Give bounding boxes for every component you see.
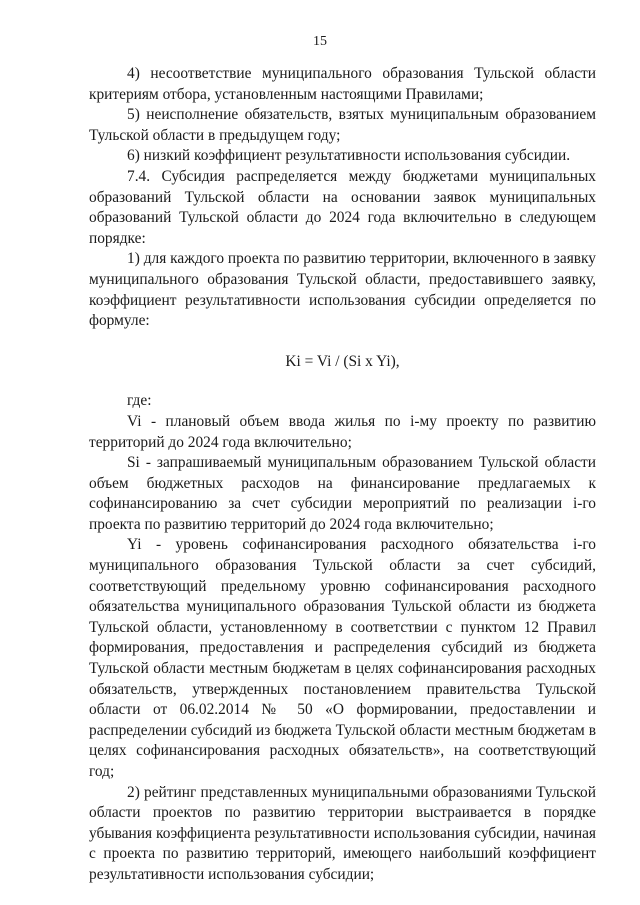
section-7-4: 7.4. Субсидия распределяется между бюджетами муниципальных образований Тульской области на основании заявок муниципальных образований Тульской области до 2024 года включительно в следующем порядке: — [89, 167, 596, 247]
document-body — [89, 64, 596, 886]
where-label: где: — [127, 392, 152, 410]
definition-si: Si - запрашиваемый муниципальным образованием Тульской области объем бюджетных расходов на финансирование предлагаемых к софинансированию за счет субсидии мероприятий по реализации i-го проекта по развитию территорий до 2024 года включительно; — [89, 454, 596, 533]
formula: Ki = Vi / (Si x Yi), — [285, 352, 400, 370]
item-5: 5) неисполнение обязательств, взятых муниципальным образованием Тульской области в предыдущем году; — [89, 106, 596, 144]
subitem-1: 1) для каждого проекта по развитию территории, включенного в заявку муниципального образования Тульской области, предоставившего заявку, коэффициент результативности использования субсидии определяется по формуле: — [89, 250, 596, 330]
definition-yi: Yi - уровень софинансирования расходного обязательства i-го муниципального образования Тульской области за счет субсидий, соответствующий предельному уровню софинансирования расходного обязательства муниципального образования Тульской области из бюджета Тульской области, установленному в соответствии с пунктом 12 Правил формирования, предоставления и распределения субсидий из бюджета Тульской области местным бюджетам в целях софинансирования расходных обязательств, утвержденных постановлением правительства Тульской области от 06.02.2014 № 50 «О формировании, предоставлении и распределении субсидий из бюджета Тульской области местным бюджетам в целях софинансирования расходных обязательств», на соответствующий год; — [89, 536, 596, 780]
definition-vi: Vi - плановый объем ввода жилья по i-му проекту по развитию территорий до 2024 года включительно; — [89, 412, 596, 451]
item-4: 4) несоответствие муниципального образования Тульской области критериям отбора, установленным настоящими Правилами; — [89, 65, 596, 103]
subitem-2: 2) рейтинг представленных муниципальными образованиями Тульской области проектов по развитию территории выстраивается в порядке убывания коэффициента результативности использования субсидии, начиная с проекта по развитию территорий, имеющего наибольший коэффициент результативности использования субсидии; — [89, 783, 596, 883]
item-6: 6) низкий коэффициент результативности использования субсидии. — [127, 147, 571, 165]
page-number: 15 — [313, 34, 327, 49]
